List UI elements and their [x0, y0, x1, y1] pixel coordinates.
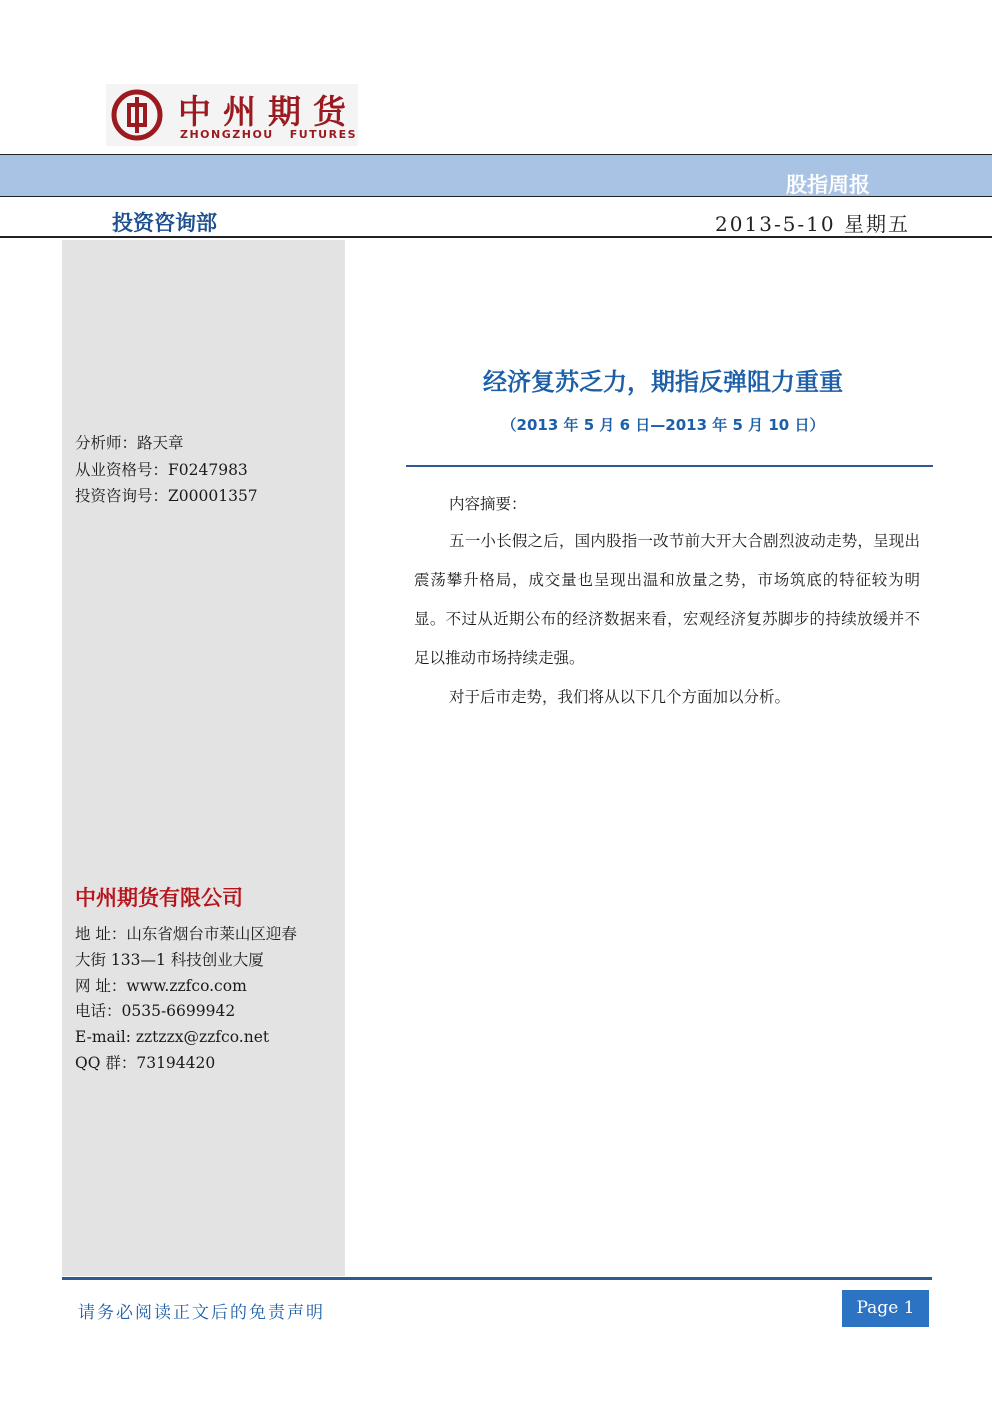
page-number: Page 1	[842, 1290, 929, 1327]
company-phone: 电话：0535-6699942	[75, 1002, 236, 1021]
report-date-range: （2013 年 5 月 6 日—2013 年 5 月 10 日）	[501, 416, 825, 434]
summary-paragraph: 对于后市走势，我们将从以下几个方面加以分析。	[449, 688, 791, 706]
sidebar-panel	[62, 240, 345, 1276]
company-logo	[106, 84, 358, 146]
report-type-band	[0, 154, 992, 197]
title-divider	[406, 465, 933, 467]
disclaimer-notice: 请务必阅读正文后的免责声明	[78, 1303, 325, 1323]
zhongzhou-logo-icon	[110, 88, 164, 142]
logo-english-name: ZHONGZHOU FUTURES	[180, 128, 358, 141]
analyst-qualification: 从业资格号：F0247983	[75, 460, 248, 479]
company-qq-group: QQ 群：73194420	[75, 1053, 216, 1072]
report-title: 经济复苏乏力，期指反弹阻力重重	[483, 368, 843, 396]
department-name: 投资咨询部	[112, 211, 217, 235]
company-website: 网 址：www.zzfco.com	[75, 976, 247, 995]
logo-chinese-name: 中州期货	[178, 92, 358, 131]
summary-body	[414, 522, 920, 717]
analyst-consulting-number: 投资咨询号：Z00001357	[75, 487, 258, 505]
report-date: 2013-5-10 星期五	[715, 212, 910, 236]
company-name: 中州期货有限公司	[75, 886, 243, 910]
company-address-line2: 大街 133—1 科技创业大厦	[75, 950, 264, 969]
footer-divider	[62, 1277, 932, 1280]
analyst-info	[75, 430, 258, 510]
summary-paragraph: 五一小长假之后，国内股指一改节前大开大合剧烈波动走势，呈现出震荡攀升格局，成交量也呈现出温和放量之势，市场筑底的特征较为明显。不过从近期公布的经济数据来看，宏观经济复苏脚步的持续放缓并不足以推动市场持续走强。	[414, 532, 920, 667]
report-type: 股指周报	[786, 173, 870, 197]
company-email: E-mail: zztzzx@zzfco.net	[75, 1028, 270, 1047]
summary-label: 内容摘要：	[449, 495, 527, 513]
company-address-line1: 地 址：山东省烟台市莱山区迎春	[75, 925, 297, 943]
company-contact	[75, 922, 337, 1077]
department-band	[0, 197, 992, 238]
analyst-name: 分析师：路天章	[75, 434, 184, 452]
